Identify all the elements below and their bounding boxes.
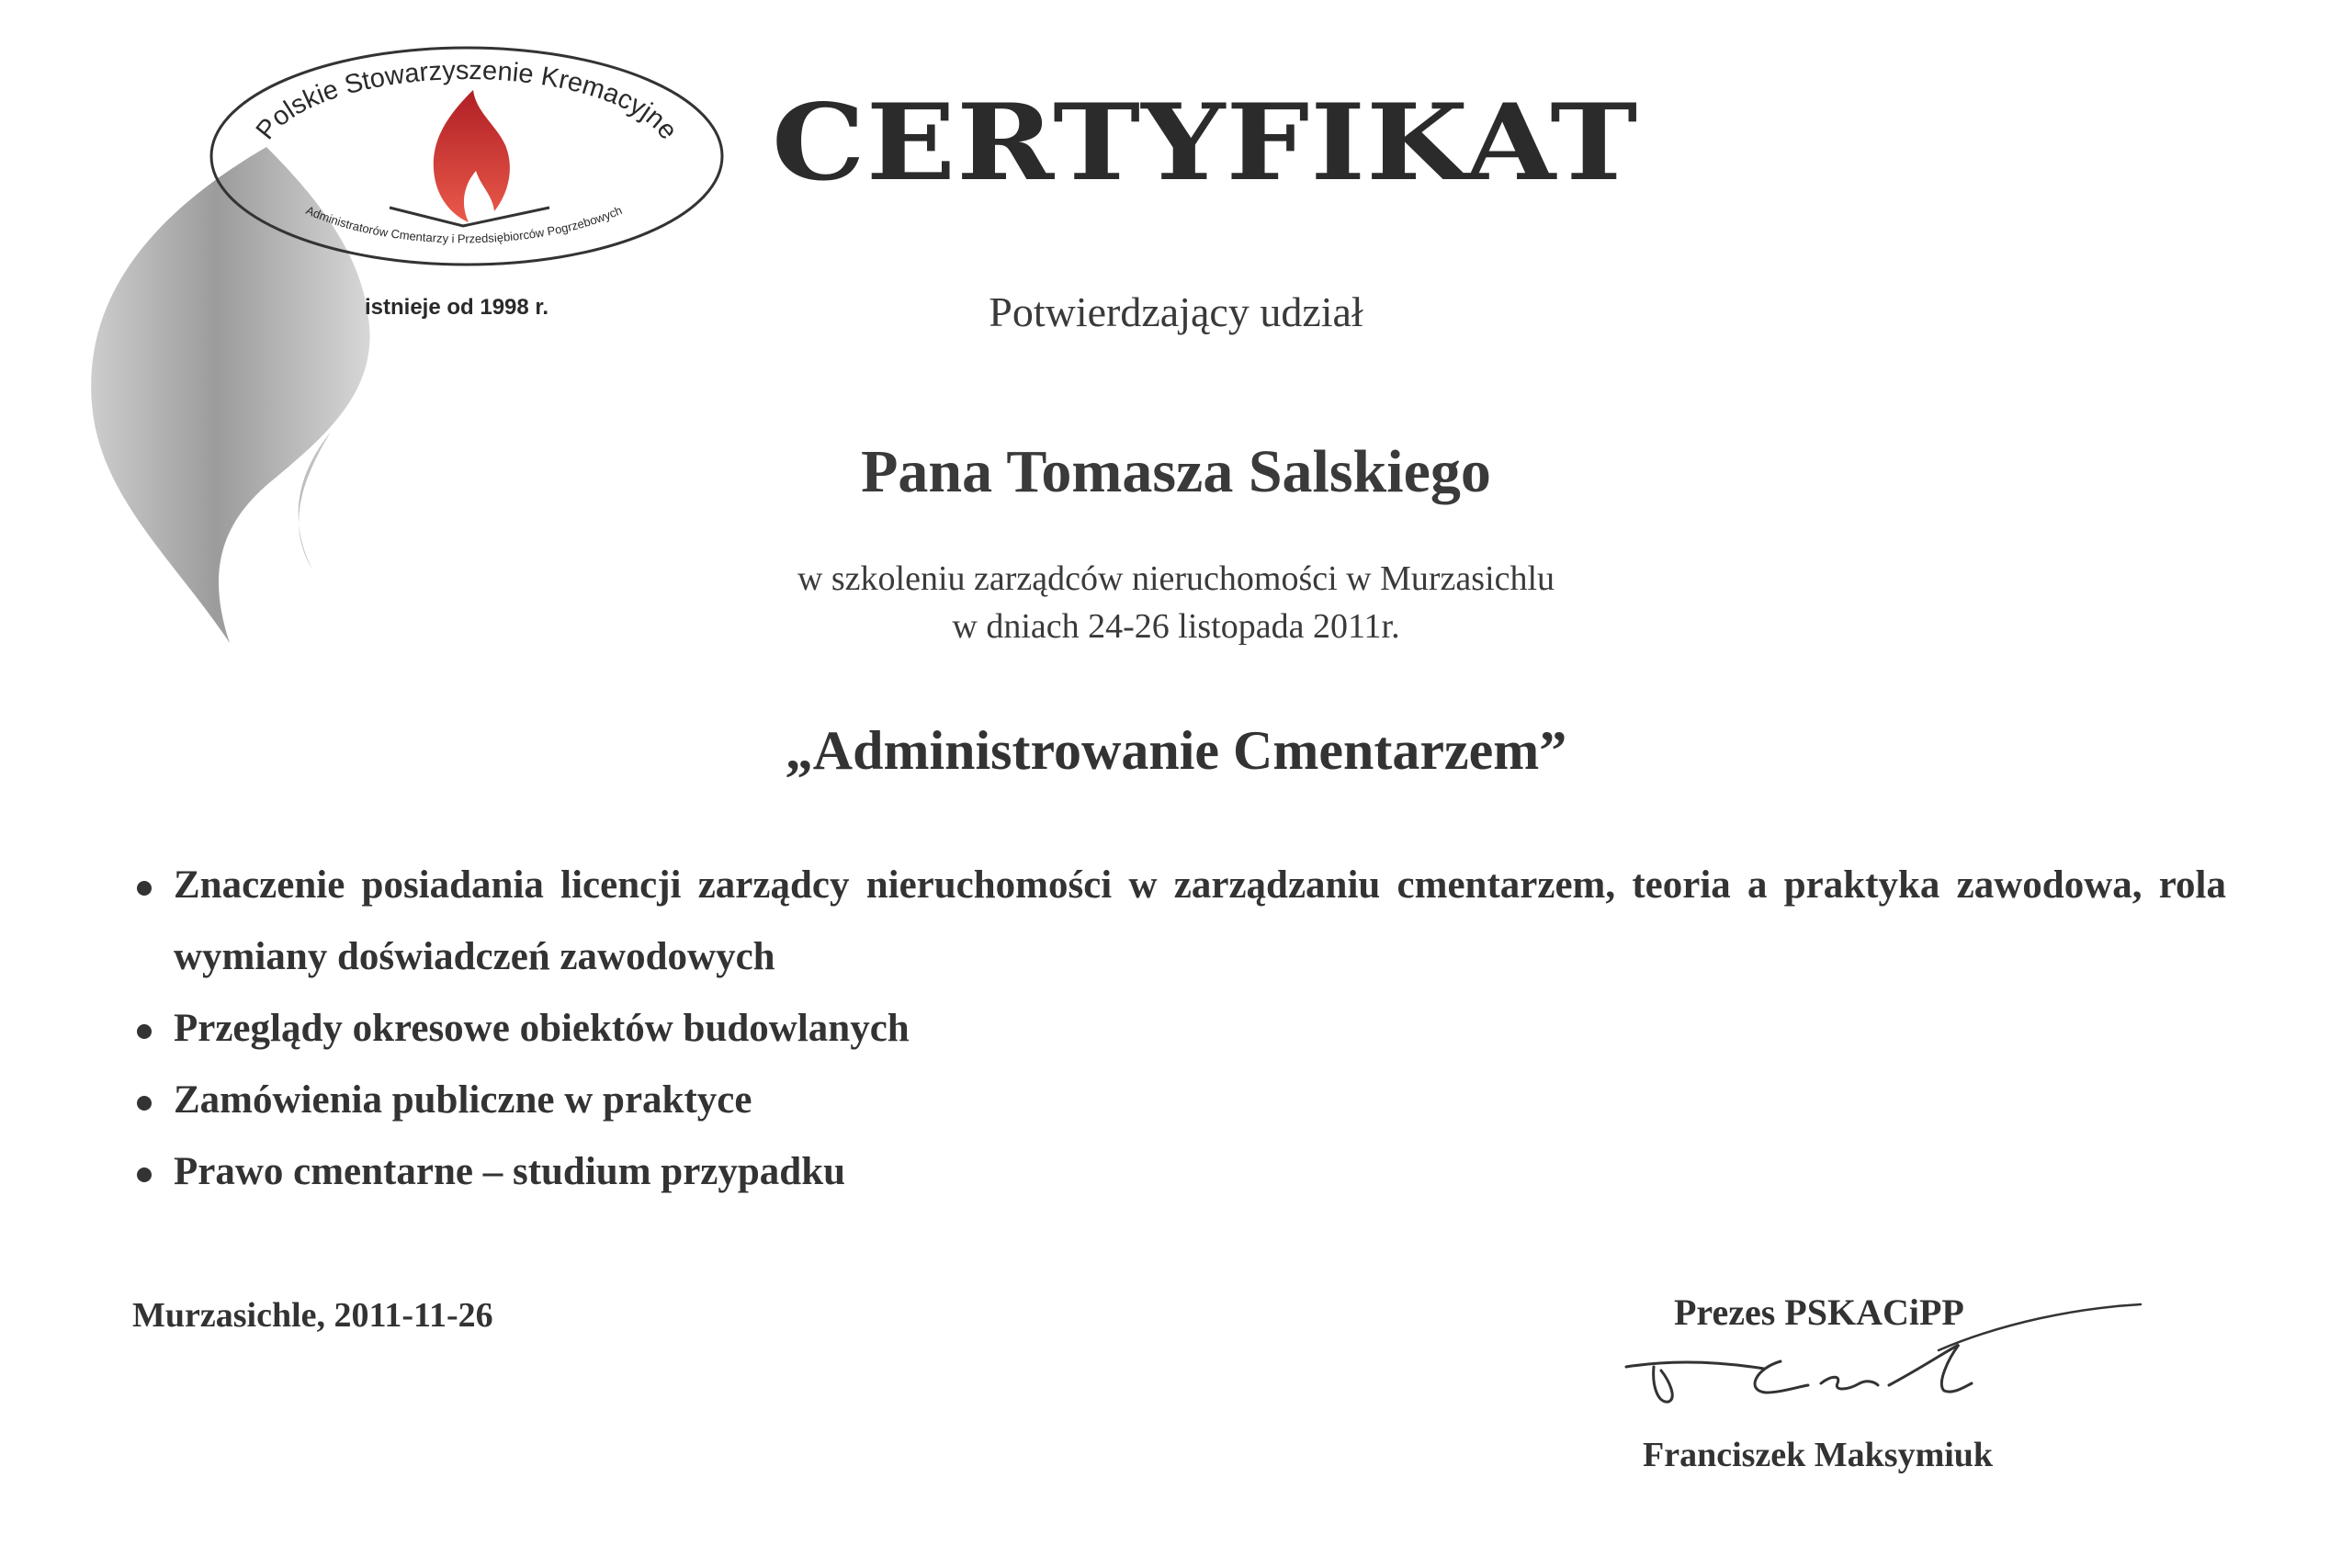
training-line-1: w szkoleniu zarządców nieruchomości w Murzasichlu <box>797 559 1555 598</box>
signatory-name: Franciszek Maksymiuk <box>1643 1436 1994 1474</box>
logo-top-text: Polskie Stowarzyszenie Kremacyjne <box>250 55 684 145</box>
signatory-role: Prezes PSKACiPP <box>1674 1292 1964 1333</box>
topics-list <box>131 850 2226 1208</box>
founded-year-text: istnieje od 1998 r. <box>365 295 549 320</box>
recipient-name: Pana Tomasza Salskiego <box>861 438 1491 505</box>
handwritten-signature <box>1617 1295 2150 1433</box>
topic-item: Prawo cmentarne – studium przypadku <box>131 1136 2226 1208</box>
logo-bottom-text: Administratorów Cmentarzy i Przedsiębiorców Pogrzebowych <box>303 203 625 246</box>
certificate-title: CERTYFIKAT <box>772 81 1639 204</box>
course-title: „Administrowanie Cmentarzem” <box>785 720 1567 781</box>
place-and-date: Murzasichle, 2011-11-26 <box>132 1296 493 1335</box>
topic-item: Przeglądy okresowe obiektów budowlanych <box>131 993 2226 1065</box>
topic-item: Znaczenie posiadania licencji zarządcy nieruchomości w zarządzaniu cmentarzem, teoria a praktyka zawodowa, rola wymiany doświadczeń zawodowych <box>131 850 2226 993</box>
training-description <box>643 555 1709 650</box>
topic-item: Zamówienia publiczne w praktyce <box>131 1065 2226 1136</box>
association-logo <box>200 37 733 280</box>
confirmation-line: Potwierdzający udział <box>989 288 1363 335</box>
training-line-2: w dniach 24-26 listopada 2011r. <box>952 607 1400 646</box>
